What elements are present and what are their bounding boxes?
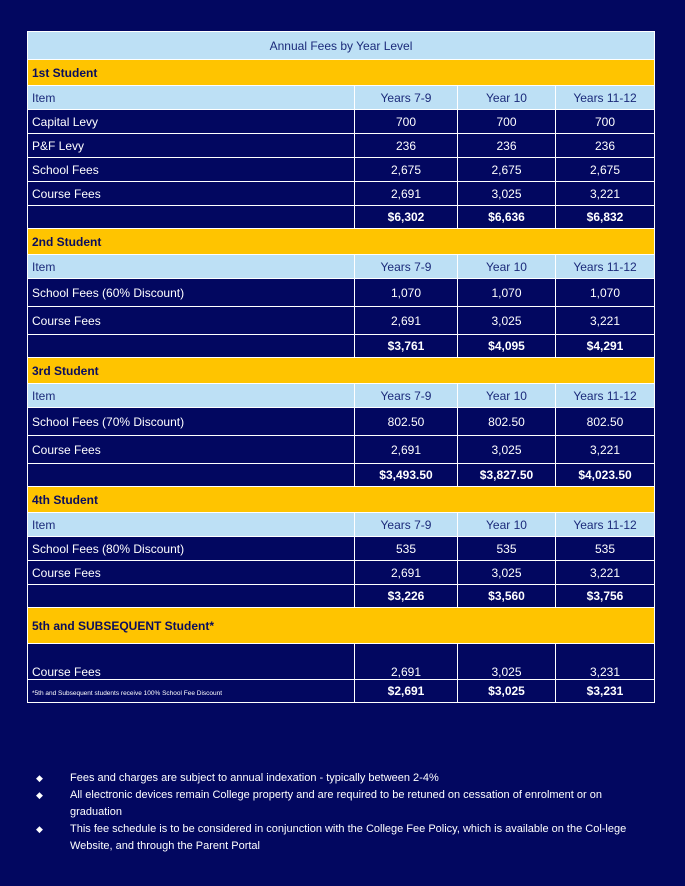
total-value: $6,832 xyxy=(556,206,655,229)
bullet-icon: ◆ xyxy=(36,773,43,783)
table-row xyxy=(28,134,655,158)
column-header: Years 11-12 xyxy=(556,86,655,110)
row-item: School Fees (60% Discount) xyxy=(28,279,355,307)
section-row xyxy=(28,229,655,255)
total-value: $3,231 xyxy=(556,680,655,703)
total-value: $3,025 xyxy=(458,680,556,703)
row-value: 3,221 xyxy=(556,307,655,335)
total-row xyxy=(28,680,655,703)
column-header-item: Item xyxy=(28,384,355,408)
row-value: 3,221 xyxy=(556,436,655,464)
row-item: Course Fees xyxy=(28,182,355,206)
table-row xyxy=(28,436,655,464)
column-header: Year 10 xyxy=(458,86,556,110)
table-row xyxy=(28,182,655,206)
column-header: Years 11-12 xyxy=(556,513,655,537)
row-value: 3,231 xyxy=(556,644,655,680)
row-value: 2,675 xyxy=(556,158,655,182)
row-item: P&F Levy xyxy=(28,134,355,158)
row-value: 700 xyxy=(556,110,655,134)
row-item: Course Fees xyxy=(28,561,355,585)
total-value: $3,560 xyxy=(458,585,556,608)
section-title: 3rd Student xyxy=(28,358,655,384)
table-row xyxy=(28,307,655,335)
note-text: All electronic devices remain College property and are required to be retuned on cessation of enrolment or on graduation xyxy=(70,789,602,818)
row-value: 236 xyxy=(458,134,556,158)
column-header: Years 11-12 xyxy=(556,255,655,279)
total-value: $2,691 xyxy=(355,680,458,703)
footnote: *5th and Subsequent students receive 100% School Fee Discount xyxy=(32,690,223,697)
row-item: Capital Levy xyxy=(28,110,355,134)
row-value: 2,691 xyxy=(355,644,458,680)
column-header-row xyxy=(28,86,655,110)
row-value: 1,070 xyxy=(458,279,556,307)
column-header-item: Item xyxy=(28,513,355,537)
row-value: 2,691 xyxy=(355,307,458,335)
column-header-item: Item xyxy=(28,255,355,279)
note-text: This fee schedule is to be considered in conjunction with the College Fee Policy, which is available on the Col-lege Website, and through the Parent Portal xyxy=(70,823,627,852)
total-value: $3,761 xyxy=(355,335,458,358)
row-value: 535 xyxy=(556,537,655,561)
table-row xyxy=(28,110,655,134)
row-value: 2,691 xyxy=(355,436,458,464)
row-value: 3,025 xyxy=(458,307,556,335)
total-value: $3,493.50 xyxy=(355,464,458,487)
total-label-cell xyxy=(28,585,355,608)
note-item xyxy=(36,821,646,855)
row-value: 700 xyxy=(355,110,458,134)
row-value: 535 xyxy=(355,537,458,561)
row-value: 236 xyxy=(355,134,458,158)
total-value: $6,636 xyxy=(458,206,556,229)
column-header-item: Item xyxy=(28,86,355,110)
column-header-row xyxy=(28,255,655,279)
table-row xyxy=(28,644,655,680)
bullet-icon: ◆ xyxy=(36,790,43,800)
row-value: 802.50 xyxy=(458,408,556,436)
row-value: 2,675 xyxy=(355,158,458,182)
row-value: 1,070 xyxy=(355,279,458,307)
total-label-cell xyxy=(28,335,355,358)
total-value: $3,226 xyxy=(355,585,458,608)
total-row xyxy=(28,464,655,487)
note-item xyxy=(36,787,646,821)
column-header: Years 7-9 xyxy=(355,384,458,408)
total-value: $4,023.50 xyxy=(556,464,655,487)
fees-table xyxy=(27,31,655,703)
total-value: $3,827.50 xyxy=(458,464,556,487)
fees-table-body xyxy=(28,32,655,703)
bullet-icon: ◆ xyxy=(36,824,43,834)
column-header: Year 10 xyxy=(458,384,556,408)
column-header: Year 10 xyxy=(458,255,556,279)
total-value: $4,291 xyxy=(556,335,655,358)
section-row xyxy=(28,358,655,384)
total-label-cell xyxy=(28,680,355,703)
row-value: 2,691 xyxy=(355,561,458,585)
column-header: Year 10 xyxy=(458,513,556,537)
table-row xyxy=(28,279,655,307)
total-value: $3,756 xyxy=(556,585,655,608)
table-title: Annual Fees by Year Level xyxy=(28,32,655,60)
title-row xyxy=(28,32,655,60)
row-item: School Fees (70% Discount) xyxy=(28,408,355,436)
column-header: Years 7-9 xyxy=(355,255,458,279)
row-value: 3,025 xyxy=(458,644,556,680)
section-title: 2nd Student xyxy=(28,229,655,255)
row-item: School Fees (80% Discount) xyxy=(28,537,355,561)
section-title: 1st Student xyxy=(28,60,655,86)
total-row xyxy=(28,206,655,229)
section-row xyxy=(28,487,655,513)
row-value: 2,691 xyxy=(355,182,458,206)
row-value: 3,221 xyxy=(556,561,655,585)
row-value: 700 xyxy=(458,110,556,134)
row-value: 2,675 xyxy=(458,158,556,182)
total-label-cell xyxy=(28,206,355,229)
row-value: 3,025 xyxy=(458,182,556,206)
section-row xyxy=(28,60,655,86)
row-value: 236 xyxy=(556,134,655,158)
total-row xyxy=(28,585,655,608)
row-value: 1,070 xyxy=(556,279,655,307)
total-row xyxy=(28,335,655,358)
note-text: Fees and charges are subject to annual indexation - typically between 2-4% xyxy=(70,772,439,784)
row-item: Course Fees xyxy=(28,436,355,464)
table-row xyxy=(28,561,655,585)
row-item: School Fees xyxy=(28,158,355,182)
column-header: Years 7-9 xyxy=(355,513,458,537)
row-item: Course Fees xyxy=(28,644,355,680)
table-row xyxy=(28,158,655,182)
section-title: 5th and SUBSEQUENT Student* xyxy=(28,608,655,644)
table-row xyxy=(28,408,655,436)
column-header: Years 7-9 xyxy=(355,86,458,110)
row-value: 3,025 xyxy=(458,561,556,585)
notes-list xyxy=(36,770,646,855)
total-label-cell xyxy=(28,464,355,487)
total-value: $6,302 xyxy=(355,206,458,229)
section-title: 4th Student xyxy=(28,487,655,513)
row-value: 535 xyxy=(458,537,556,561)
column-header-row xyxy=(28,384,655,408)
row-value: 3,221 xyxy=(556,182,655,206)
row-value: 802.50 xyxy=(355,408,458,436)
section-row xyxy=(28,608,655,644)
row-value: 802.50 xyxy=(556,408,655,436)
column-header: Years 11-12 xyxy=(556,384,655,408)
row-value: 3,025 xyxy=(458,436,556,464)
column-header-row xyxy=(28,513,655,537)
total-value: $4,095 xyxy=(458,335,556,358)
row-item: Course Fees xyxy=(28,307,355,335)
table-row xyxy=(28,537,655,561)
note-item xyxy=(36,770,646,787)
